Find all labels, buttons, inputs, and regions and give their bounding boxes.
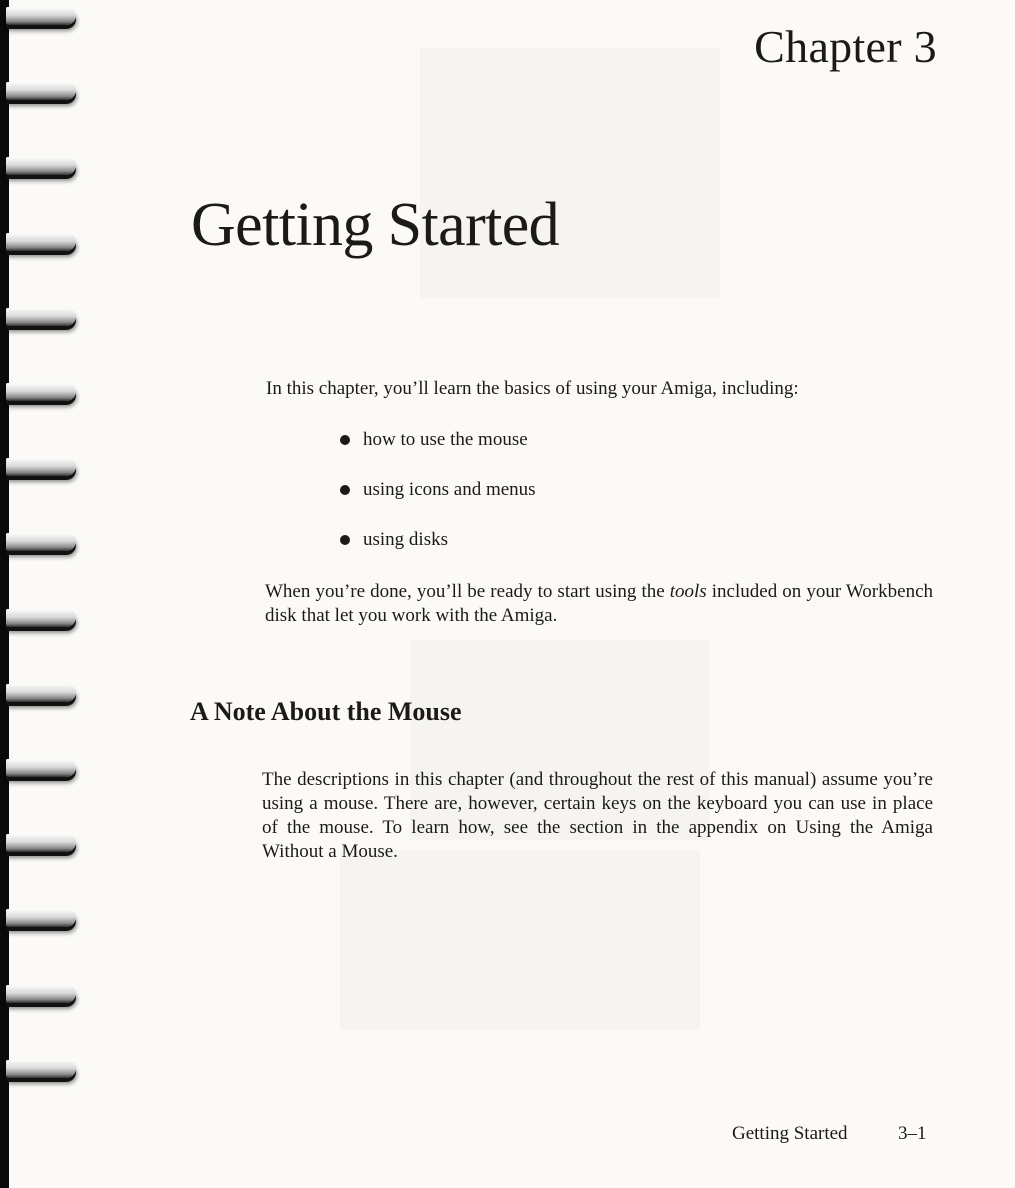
summary-text-end: included on your Workbench disk that let you work with the Amiga.: [265, 581, 934, 626]
section-heading: A Note About the Mouse: [190, 697, 462, 726]
list-item-text: how to use the mouse: [363, 429, 528, 450]
summary-text: When you’re done, you’ll be ready to start using the: [265, 581, 670, 602]
binding-coil: [0, 906, 82, 936]
binding-coil: [0, 230, 82, 260]
list-item: [338, 428, 536, 478]
binding-coil: [0, 606, 82, 636]
coil-wire: [6, 533, 76, 551]
bullet-icon: [340, 485, 350, 495]
coil-wire: [6, 909, 76, 927]
coil-wire: [6, 985, 76, 1003]
coil-wire: [6, 458, 76, 476]
list-item: [338, 478, 536, 528]
chapter-label: Chapter 3: [754, 21, 937, 72]
summary-paragraph: [265, 580, 933, 628]
coil-wire: [6, 308, 76, 326]
binding-coil: [0, 982, 82, 1012]
coil-wire: [6, 834, 76, 852]
coil-wire: [6, 684, 76, 702]
coil-wire: [6, 1060, 76, 1078]
footer-running-title: Getting Started: [732, 1123, 848, 1144]
spiral-binding: [0, 0, 90, 1188]
coil-wire: [6, 759, 76, 777]
binding-coil: [0, 1057, 82, 1087]
list-item-text: using icons and menus: [363, 479, 536, 500]
binding-coil: [0, 154, 82, 184]
section-body: The descriptions in this chapter (and throughout the rest of this manual) assume you’re using a mouse. There are, however, certain keys on the keyboard you can use in place of the mouse. To learn how, see the section in the appendix on Using the Amiga Without a Mouse.: [262, 769, 933, 862]
coil-wire: [6, 7, 76, 25]
bullet-icon: [340, 535, 350, 545]
binding-coil: [0, 455, 82, 485]
show-through-area: [340, 850, 700, 1030]
binding-coil: [0, 831, 82, 861]
bullet-icon: [340, 435, 350, 445]
binding-coil: [0, 380, 82, 410]
emphasis-text: tools: [669, 581, 707, 602]
page-number: 3–1: [898, 1123, 927, 1144]
binding-coil: [0, 756, 82, 786]
topic-list: [338, 428, 536, 578]
binding-coil: [0, 305, 82, 335]
binding-coil: [0, 79, 82, 109]
binding-coil: [0, 530, 82, 560]
intro-text: In this chapter, you’ll learn the basics of using your Amiga, including:: [266, 378, 799, 399]
coil-wire: [6, 82, 76, 100]
coil-wire: [6, 609, 76, 627]
list-item: [338, 528, 536, 578]
chapter-title: Getting Started: [191, 191, 560, 259]
coil-wire: [6, 383, 76, 401]
coil-wire: [6, 157, 76, 175]
binding-coil: [0, 4, 82, 34]
binding-coil: [0, 681, 82, 711]
list-item-text: using disks: [363, 529, 448, 550]
coil-wire: [6, 233, 76, 251]
